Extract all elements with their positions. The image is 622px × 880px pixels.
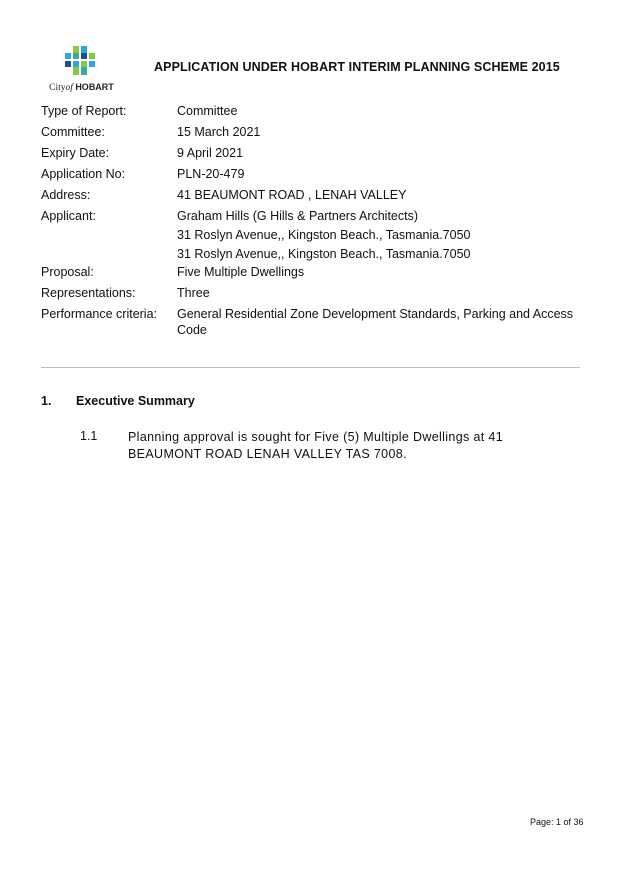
field-label: Representations: <box>41 286 136 300</box>
field-value-line: 15 March 2021 <box>177 125 261 139</box>
section-number: 1. <box>41 394 52 408</box>
field-value-line: General Residential Zone Development Standards, Parking and Access Code <box>177 307 574 337</box>
paragraph-text: Planning approval is sought for Five (5) Multiple Dwellings at 41 BEAUMONT ROAD LENAH VALLEY TAS 7008. <box>128 430 504 461</box>
field-value-line: Graham Hills (G Hills & Partners Architects) <box>177 209 419 223</box>
field-value-line: Committee <box>177 104 238 118</box>
field-label: Type of Report: <box>41 104 127 118</box>
field-value <box>177 166 582 182</box>
field-value-line: 31 Roslyn Avenue,, Kingston Beach., Tasmania.7050 <box>177 247 471 261</box>
field-value-line: 9 April 2021 <box>177 146 244 160</box>
field-label: Expiry Date: <box>41 146 110 160</box>
field-value <box>177 187 582 203</box>
section-title: Executive Summary <box>76 394 195 408</box>
field-value <box>177 306 582 338</box>
logo-wordmark: Cityof HOBART <box>49 82 114 93</box>
field-value-line: 31 Roslyn Avenue,, Kingston Beach., Tasmania.7050 <box>177 228 471 242</box>
document-title: APPLICATION UNDER HOBART INTERIM PLANNING SCHEME 2015 <box>154 60 560 74</box>
field-value <box>177 264 582 280</box>
field-value-line: 41 BEAUMONT ROAD , LENAH VALLEY <box>177 188 407 202</box>
paragraph-number: 1.1 <box>80 429 98 443</box>
field-value <box>177 103 582 119</box>
field-label: Proposal: <box>41 265 94 279</box>
field-value-line: Three <box>177 286 210 300</box>
field-label: Applicant: <box>41 209 96 223</box>
field-value-line: Five Multiple Dwellings <box>177 265 305 279</box>
field-value <box>177 208 582 265</box>
hobart-cross-icon <box>62 44 102 82</box>
field-value <box>177 124 582 140</box>
field-label: Committee: <box>41 125 105 139</box>
field-label: Address: <box>41 188 91 202</box>
field-label: Performance criteria: <box>41 307 158 321</box>
field-value <box>177 145 582 161</box>
page-number: Page: 1 of 36 <box>530 817 584 827</box>
city-of-hobart-logo <box>44 44 119 96</box>
field-value-line: PLN-20-479 <box>177 167 245 181</box>
field-label: Application No: <box>41 167 126 181</box>
field-value <box>177 285 582 301</box>
divider <box>41 367 580 368</box>
